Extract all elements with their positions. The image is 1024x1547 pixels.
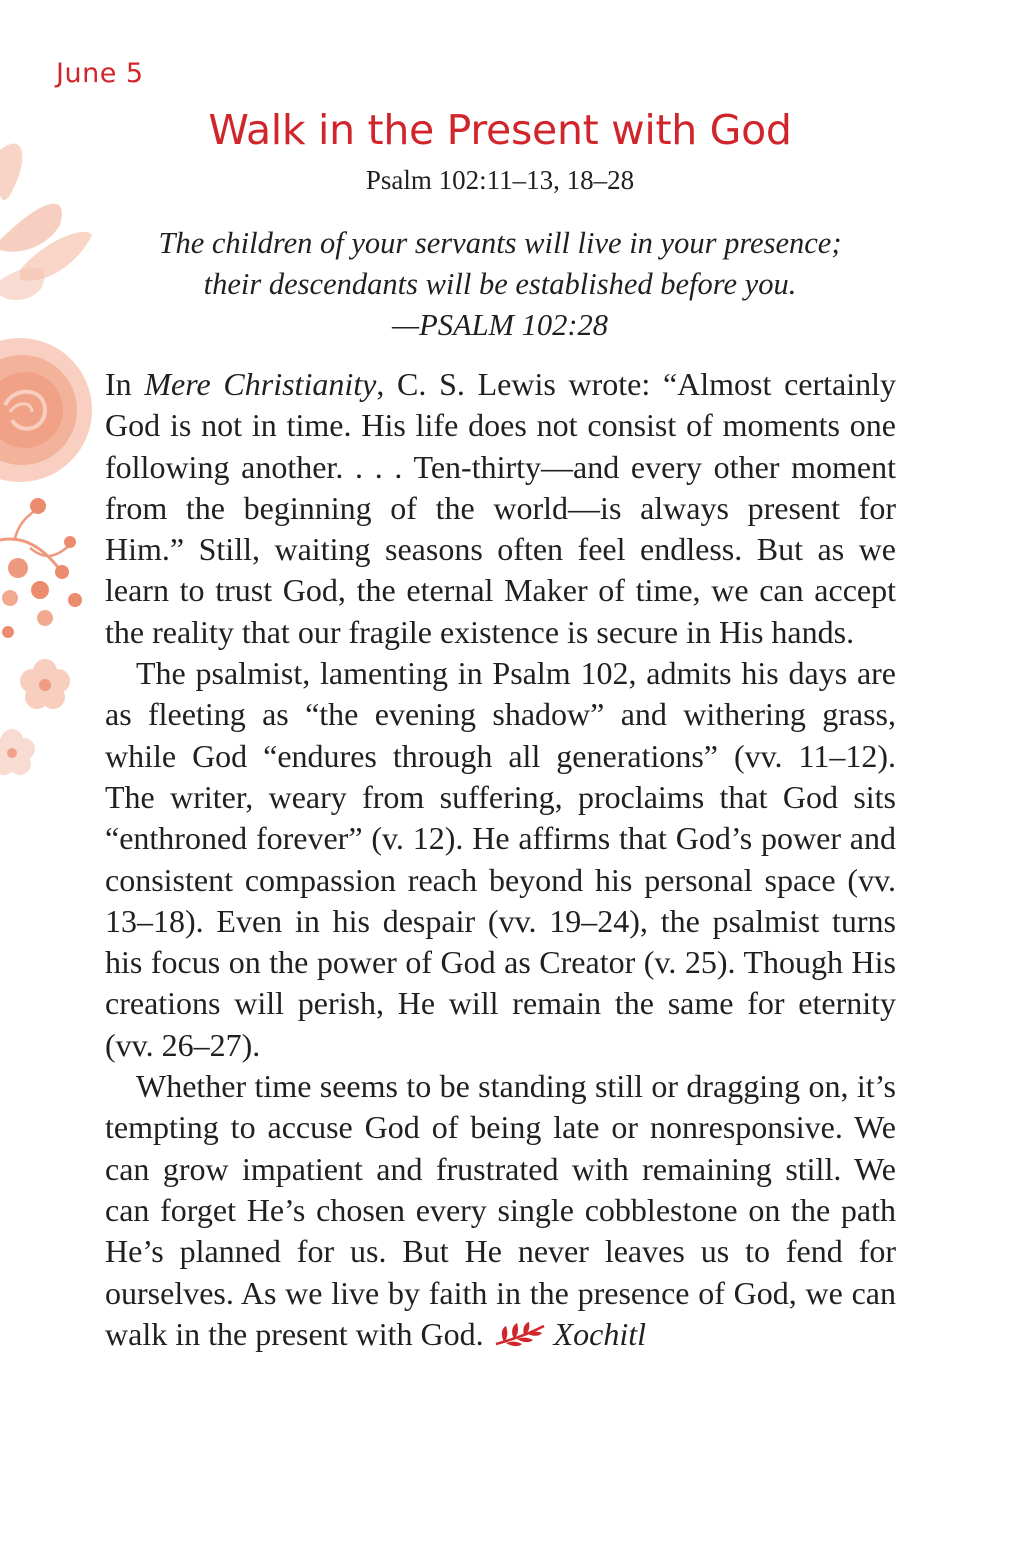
paragraph-3 xyxy=(105,1066,896,1355)
key-verse-line-2: their descendants will be established before you. xyxy=(203,267,797,301)
key-verse-line-1: The children of your servants will live in your presence; xyxy=(158,226,842,260)
paragraph-1 xyxy=(105,364,896,653)
devotion-date: June 5 xyxy=(56,58,144,89)
paragraph-2: The psalmist, lamenting in Psalm 102, admits his days are as fleeting as “the evening shadow” and withering grass, while God “endures through all generations” (vv. 11–12). The writer, weary from suffering, proclaims that God sits “enthroned forever” (v. 12). He affirms that God’s power and consistent compassion reach beyond his personal space (vv. 13–18). Even in his despair (vv. 19–24), the psalmist turns his focus on the power of God as Creator (v. 25). Though His creations will perish, He will remain the same for eternity (vv. 26–27). xyxy=(105,655,896,1063)
author-name: Xochitl xyxy=(553,1315,647,1352)
devotion-body xyxy=(105,364,896,1355)
scripture-reference: Psalm 102:11–13, 18–28 xyxy=(365,165,635,195)
page-title: Walk in the Present with God xyxy=(208,106,792,154)
leaf-sprig-icon xyxy=(492,1322,548,1348)
paragraph-3-text: Whether time seems to be standing still or dragging on, it’s tempting to accuse God of being late or nonresponsive. We can grow impatient and frustrated with remaining still. We can forget He’s chosen every single cobblestone on the path He’s planned for us. But He never leaves us to fend for ourselves. As we live by faith in the presence of God, we can walk in the present with God. xyxy=(105,1068,896,1352)
paragraph-1-lead: In xyxy=(105,366,145,402)
book-title: Mere Christianity xyxy=(144,366,377,402)
key-verse xyxy=(0,223,1000,346)
key-verse-citation: —PSALM 102:28 xyxy=(391,308,609,342)
paragraph-1-text: , C. S. Lewis wrote: “Almost certainly God is not in time. His life does not consist of moments one following another. . . . Ten-thirty—and every other moment from the beginning of the world—is always present for Him.” Still, waiting seasons often feel endless. But as we learn to trust God, the eternal Maker of time, we can accept the reality that our fragile existence is secure in His hands. xyxy=(105,366,897,650)
